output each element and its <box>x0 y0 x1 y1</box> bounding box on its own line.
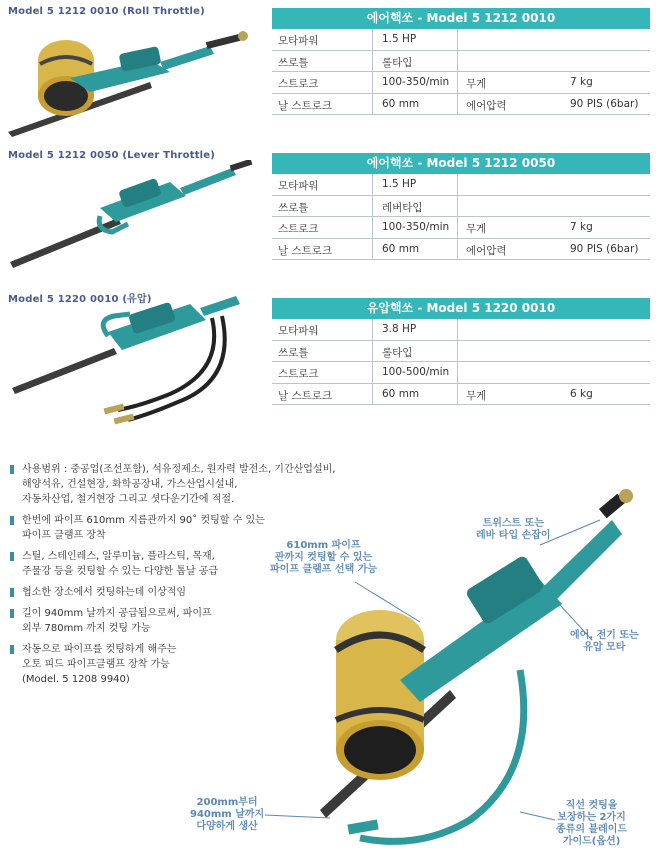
feature-line: 오토 피드 파이프클램프 장착 가능 <box>22 659 170 670</box>
callout-line: 레바 타입 손잡이 <box>476 530 551 541</box>
spec-label: 스트로크 <box>278 368 319 380</box>
spec-value: 7 kg <box>570 76 593 88</box>
spec-value: 7 kg <box>570 221 593 233</box>
spec-title: 에어핵쏘 - Model 5 1212 0050 <box>272 153 650 174</box>
spec-value: 60 mm <box>382 387 420 400</box>
spec-label: 무게 <box>466 223 487 235</box>
callout-line: 가이드(옵션) <box>562 836 621 847</box>
callout-line: 유압 모타 <box>583 642 626 653</box>
feature-line: 파이프 클램프 장착 <box>22 530 106 541</box>
spec-value: 1.5 HP <box>382 178 417 190</box>
spec-label: 쓰로틀 <box>278 56 309 69</box>
callout-handle <box>476 518 551 542</box>
spec-title: 유압핵쏘 - Model 5 1220 0010 <box>272 298 650 319</box>
feature-line: 한번에 파이프 610mm 지름관까지 90˚ 컷팅할 수 있는 <box>22 515 265 526</box>
callout-blade-guide <box>556 800 627 848</box>
feature-line: 스틸, 스테인레스, 알루미늄, 플라스틱, 목재, <box>22 551 215 562</box>
callout-pipe-clamp <box>270 540 377 576</box>
spec-label: 스트로크 <box>278 78 319 90</box>
callout-motor <box>570 630 639 654</box>
feature-line: 해양석유, 건설현장, 화학공장내, 가스산업시설내, <box>22 479 238 490</box>
feature-line: (Model. 5 1208 9940) <box>22 674 130 685</box>
feature-line: 사용범위 : 중공업(조선포함), 석유정제소, 원자력 발전소, 기간산업설비, <box>22 464 336 475</box>
spec-label: 무게 <box>466 389 487 402</box>
callout-line: 직선 컷팅을 <box>565 800 618 811</box>
spec-label: 날 스트로크 <box>278 244 333 257</box>
spec-label: 모타파워 <box>278 325 319 337</box>
spec-value: 90 PIS (6bar) <box>570 242 639 255</box>
spec-label: 모타파워 <box>278 180 319 192</box>
callout-line: 610mm 파이프 <box>286 540 361 551</box>
spec-label: 날 스트로크 <box>278 99 333 112</box>
callout-line: 에어, 전기 또는 <box>570 630 639 641</box>
callout-line: 종류의 블레이드 <box>556 824 628 835</box>
callout-line: 보장하는 2가지 <box>557 812 626 823</box>
spec-value: 90 PIS (6bar) <box>570 97 639 110</box>
spec-value: 100-350/min <box>382 221 450 233</box>
model-caption-3: Model 5 1220 0010 (유압) <box>8 294 152 305</box>
callout-line: 200mm부터 <box>196 797 258 808</box>
spec-label: 무게 <box>466 78 487 90</box>
spec-label: 모타파워 <box>278 35 319 47</box>
spec-title: 에어핵쏘 - Model 5 1212 0010 <box>272 8 650 29</box>
feature-line: 자동차산업, 철거현장 그리고 셧다운기간에 적절. <box>22 494 235 505</box>
callout-line: 파이프 클램프 선택 가능 <box>270 564 378 575</box>
spec-value: 100-500/min <box>382 366 450 378</box>
spec-value: 60 mm <box>382 97 420 110</box>
feature-line: 길이 940mm 날까지 공급됨으로써, 파이프 <box>22 608 212 619</box>
spec-label: 스트로크 <box>278 223 319 235</box>
model-caption-1: Model 5 1212 0010 (Roll Throttle) <box>8 6 205 17</box>
spec-value: 롤타입 <box>382 346 413 359</box>
spec-value: 6 kg <box>570 387 593 400</box>
model-caption-2: Model 5 1212 0050 (Lever Throttle) <box>8 150 216 161</box>
spec-value: 100-350/min <box>382 76 450 88</box>
spec-value: 롤타입 <box>382 56 413 69</box>
spec-label: 날 스트로크 <box>278 389 333 402</box>
spec-value: 레버타입 <box>382 201 423 214</box>
spec-label: 에어압력 <box>466 244 507 257</box>
spec-value: 60 mm <box>382 242 420 255</box>
spec-value: 3.8 HP <box>382 323 417 335</box>
feature-line: 주물강 등을 컷팅할 수 있는 다양한 톱날 공급 <box>22 566 219 577</box>
feature-line: 협소한 장소에서 컷팅하는데 이상적임 <box>22 587 187 598</box>
callout-line: 트위스트 또는 <box>482 518 545 529</box>
spec-label: 에어압력 <box>466 99 507 112</box>
callout-line: 940mm 날까지 <box>190 809 265 820</box>
spec-value: 1.5 HP <box>382 33 417 45</box>
feature-line: 외부 780mm 까지 컷팅 가능 <box>22 623 151 634</box>
spec-label: 쓰로틀 <box>278 201 309 214</box>
callout-blade <box>190 797 264 833</box>
spec-label: 쓰로틀 <box>278 346 309 359</box>
callout-line: 관까지 컷팅할 수 있는 <box>274 552 373 563</box>
callout-line: 다양하게 생산 <box>196 821 258 832</box>
feature-line: 자동으로 파이프를 컷팅하게 해주는 <box>22 644 177 655</box>
